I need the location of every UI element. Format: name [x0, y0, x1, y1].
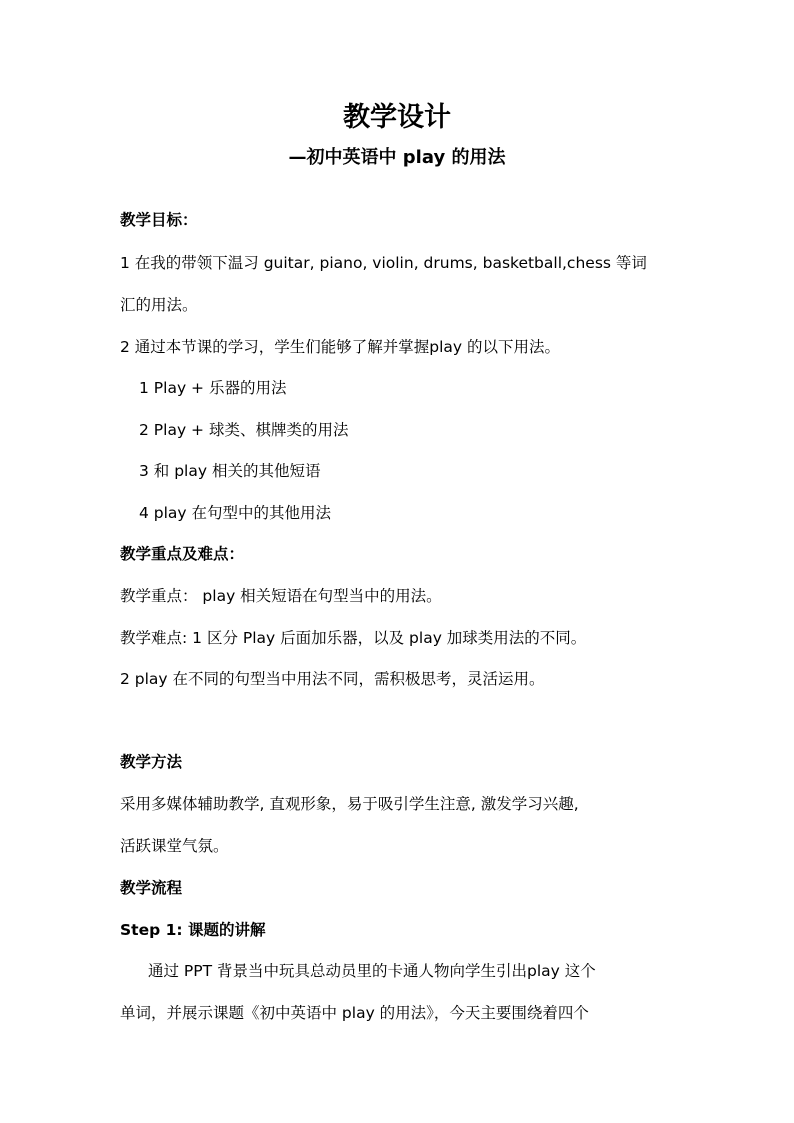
step-1-line-1: 通过 PPT 背景当中玩具总动员里的卡通人物向学生引出play 这个 — [148, 962, 596, 980]
step-1-heading: Step 1: 课题的讲解 — [120, 921, 266, 939]
method-heading: 教学方法 — [120, 753, 183, 771]
process-heading: 教学流程 — [120, 879, 183, 897]
difficulty-2: 2 play 在不同的句型当中用法不同，需积极思考，灵活运用。 — [120, 670, 545, 688]
key-point: 教学重点： play 相关短语在句型当中的用法。 — [120, 587, 442, 605]
objectives-heading: 教学目标： — [120, 211, 198, 229]
objective-2: 2 通过本节课的学习，学生们能够了解并掌握play 的以下用法。 — [120, 338, 561, 356]
document-title: 教学设计 — [343, 102, 451, 133]
method-line-1: 采用多媒体辅助教学, 直观形象，易于吸引学生注意, 激发学习兴趣, — [120, 795, 579, 813]
method-line-2: 活跃课堂气氛。 — [120, 837, 229, 855]
objective-1-line-1: 1 在我的带领下温习 guitar, piano, violin, drums, basketball,chess 等词 — [120, 254, 647, 272]
document-subtitle: —初中英语中 play 的用法 — [288, 147, 506, 168]
difficulty-1: 教学难点: 1 区分 Play 后面加乐器，以及 play 加球类用法的不同。 — [120, 629, 587, 647]
usage-item: 1 Play + 乐器的用法 — [139, 379, 287, 397]
step-1-line-2: 单词，并展示课题《初中英语中 play 的用法》，今天主要围绕着四个 — [120, 1004, 589, 1022]
usage-item: 4 play 在句型中的其他用法 — [139, 504, 332, 522]
objective-1-line-2: 汇的用法。 — [120, 296, 198, 314]
usage-item: 2 Play + 球类、棋牌类的用法 — [139, 421, 349, 439]
key-points-heading: 教学重点及难点： — [120, 545, 245, 563]
usage-item: 3 和 play 相关的其他短语 — [139, 462, 321, 480]
